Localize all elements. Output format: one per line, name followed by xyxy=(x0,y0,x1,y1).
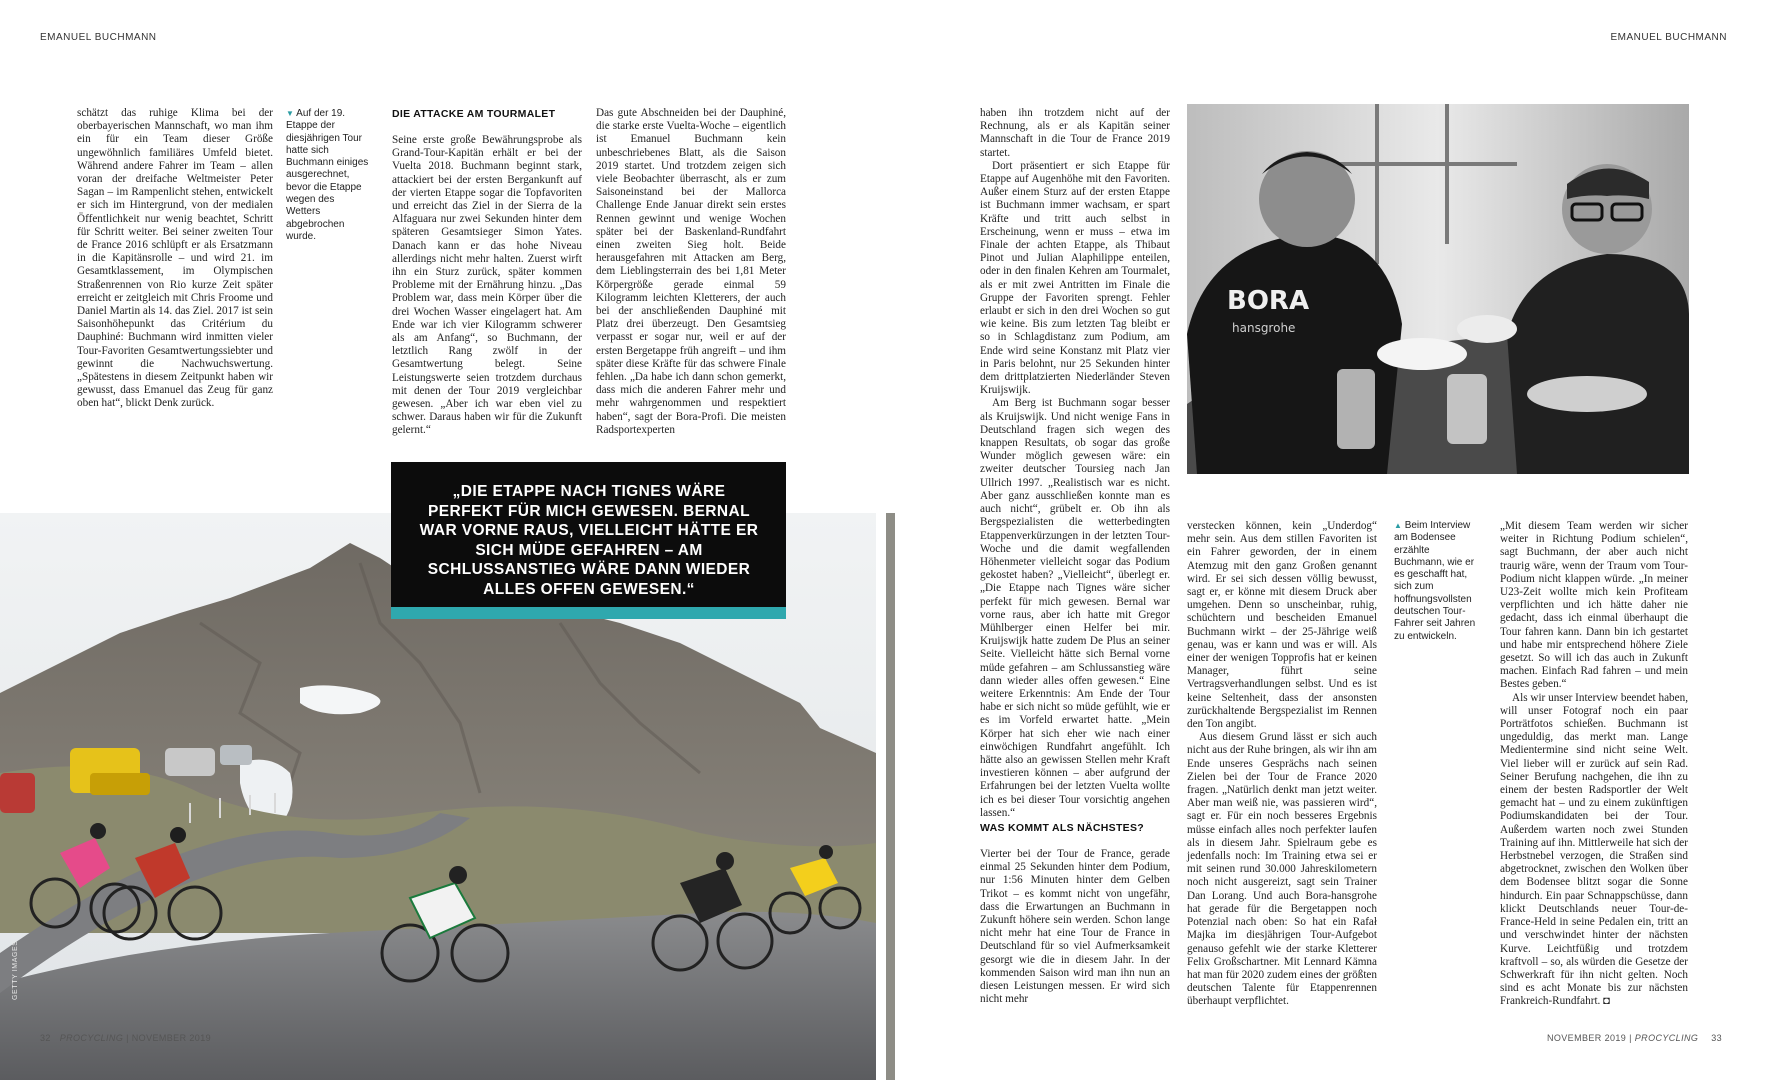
left-col3-paragraph: Seine erste große Bewährungsprobe als Grand-Tour-Kapitän erhält er bei der Vuelta 2018. Buchmann beginnt stark, attackiert bei der ersten Bergankunft auf der vierten Etappe sogar die Topfavoriten und erreicht das Ziel in der Sierra de la Alfaguara nur zwei Sekunden hinter dem späteren Gesamtsieger Simon Yates. Danach kann er das hohe Niveau allerdings nicht mehr halten. Zuerst wirft ihn ein Sturz zurück, später kommen Probleme mit der Ernährung hinzu. „Das Problem war, dass mein Körper über die drei Wochen Wasser eingelagert hat. Am Ende war ich vier Kilogramm schwerer als am Anfang“, so Buchmann, der letztlich Rang zwölf in der Gesamtwertung belegt. Seine Leistungswerte seien trotzdem durchaus mit denen der Tour 2019 vergleichbar gewesen. „Aber ich war eben viel zu schwer. Daraus haben wir für die Zukunft gelernt.“ xyxy=(392,134,582,437)
right-col1b-paragraph: Vierter bei der Tour de France, gerade einmal 25 Sekunden hinter dem Podium, nur 1:56 Minuten hinter dem Gelben Trikot – es kommt nicht von ungefähr, dass die Erwartungen an Buchmann in Zukunft höhere sein werden. Schon lange nicht mehr hat eine Tour de France in Deutschland für so viel Aufmerksamkeit gesorgt wie die in diesem Jahr. In der kommenden Saison wird man ihn nun an diesen Leistungen messen. Er wird sich nicht mehr xyxy=(980,848,1170,1006)
magazine-name-left: PROCYCLING xyxy=(59,1033,124,1043)
gutter xyxy=(876,513,886,1080)
caption-tour-stage xyxy=(286,108,370,243)
left-col4-paragraph: Das gute Abschneiden bei der Dauphiné, die starke erste Vuelta-Woche – eigentlich ist Emanuel Buchmann kein unbeschriebenes Blatt, als die Saison 2019 startet. Und trotzdem zeigen sich viele Beobachter überrascht, als er zum Saisoneinstand bei der Mallorca Challenge Ende Januar direkt sein erstes Rennen gewinnt und wenige Wochen später bei der Baskenland-Rundfahrt einen zweiten Sieg holt. Beide herausgefahren mit Attacken am Berg, dem Lieblingsterrain des bei 1,81 Meter Körpergröße gerade einmal 59 Kilogramm leichten Kletterers, der auch bei der anschließenden Dauphiné mit Platz drei überzeugt. Den Gesamtsieg verpasst er sogar nur, weil er auf der ersten Bergetappe früh angreift – und ihm später diese Kräfte für das schwere Finale fehlen. „Da habe ich dann schon gemerkt, dass mich die anderen Fahrer mehr und mehr wahrgenommen und respektiert haben“, sagt der Bora-Profi. Die meisten Radsportexperten xyxy=(596,107,786,436)
interview-photo xyxy=(1187,104,1689,474)
right-col4 xyxy=(1500,520,1688,1009)
right-folio: NOVEMBER 2019 | PROCYCLING 33 xyxy=(1546,1033,1722,1043)
pull-quote-box xyxy=(391,462,786,607)
jersey-text: BORA xyxy=(1227,286,1310,316)
caption-text: Beim Interview am Bodensee erzählte Buchmann, wie er es geschafft hat, sich zum hoffnungsvollsten deutschen Tour-Fahrer seit Jahren zu entwickeln. xyxy=(1394,520,1476,642)
interview-illustration xyxy=(1187,104,1689,474)
pull-quote-text: „DIE ETAPPE NACH TIGNES WÄRE PERFEKT FÜR MICH GEWESEN. BERNAL WAR VORNE RAUS, VIELLEICHT HÄTTE ER SICH MÜDE GEFAHREN – AM SCHLUSSANSTIEG WÄRE DANN WIEDER ALLES OFFEN GEWESEN.“ xyxy=(419,483,759,598)
left-folio: 32 PROCYCLING | NOVEMBER 2019 xyxy=(40,1033,212,1043)
subhead-naechstes: WAS KOMMT ALS NÄCHSTES? xyxy=(980,822,1145,834)
magazine-name-right: PROCYCLING xyxy=(1634,1033,1699,1043)
page-number-right: 33 xyxy=(1711,1033,1722,1043)
end-mark-icon: ◘ xyxy=(1603,995,1610,1008)
caption-triangle-icon: ▼ xyxy=(286,109,294,118)
left-col1 xyxy=(77,107,273,411)
right-col1-paragraph: Am Berg ist Buchmann sogar besser als Kruijswijk. Und nicht wenige Fans in Deutschland fragen sich wegen des knappen Resultats, ob sogar das große Wunder möglich gewesen wäre: ein zweiter deutscher Toursieg nach Jan Ullrich 1997. „Realistisch war es nicht. Aber ganz ausschließen konnte man es auch nicht“, grübelt er. Ob ihn als Bergspezialisten die wetterbedingten Etappenverkürzungen in der letzten Tour-Woche und die damit wegfallenden Höhenmeter vielleicht sogar das Podium gekostet haben? „Vielleicht“, überlegt er. „Die Etappe nach Tignes wäre sicher perfekt für mich gewesen. Bernal war vorne raus, aber ich hatte mit Gregor Mühlberger einen Helfer bei mir. Kruijswijk hatte zudem De Plus an seiner Seite. Vielleicht hätte sich Bernal vorne müde gefahren – am Schlussanstieg wäre dann wieder alles offen gewesen.“ Eine weitere Erkenntnis: Am Ende der Tour habe er sich nicht so müde gefühlt, wie er es im Vorfeld erwartet hatte. „Mein Körper hat sich eher wie nach einer einwöchigen Rundfahrt angefühlt. Ich hätte also an gewissen Stellen mehr Kraft investieren können – aber aufgrund der Erfahrungen bei der letzten Vuelta wollte ich es bei dieser Tour vorsichtig angehen lassen.“ xyxy=(980,397,1170,819)
left-running-head: EMANUEL BUCHMANN xyxy=(40,32,157,43)
right-col2-paragraph: Aus diesem Grund lässt er sich auch nicht aus der Ruhe bringen, als wir ihn am Ende unseres Gesprächs nach seinen Zielen bei der Tour de France 2020 fragen. „Natürlich denkt man jetzt weiter. Aber man weiß nie, was passieren wird“, sagt er. Für ein noch besseres Ergebnis müsse einfach alles noch perfekter laufen als in diesem Jahr. Spielraum gebe es jedenfalls noch: Im Training etwa sei er mit seinen rund 30.000 Jahreskilometern noch nicht ausgereizt, sagt sein Trainer Dan Lorang. Und auch Bora-hansgrohe hat gerade für die Bergetappen noch Potenzial nach oben: So hat ein Rafał Majka im diesjährigen Tour-Aufgebot genauso gefehlt wie der starke Kletterer Felix Großschartner. Mit Lennard Kämna hat man für 2020 zudem eines der größten deutschen Talente für Etappenrennen überhaupt verpflichtet. xyxy=(1187,731,1377,1008)
right-col2 xyxy=(1187,520,1377,1009)
right-col4-paragraph: Als wir unser Interview beendet haben, will unser Fotograf noch ein paar Porträtfotos schießen. Buchmann ist ungeduldig, das merkt man. Lange Medientermine sind nicht seine Welt. Viel lieber will er zurück auf sein Rad. Seiner Berufung nachgehen, die ihn zu einem der besten Radsportler der Welt gemacht hat – und zu einem zukünftigen Podiumskandidaten bei der Tour. Außerdem warten noch zwei Stunden Training auf ihn. Mittlerweile hat sich der Herbstnebel verzogen, die Straßen sind abgetrocknet, zwischen den Wolken über dem Bodensee blitzt sogar die Sonne hindurch. Ein paar Schnappschüsse, dann klickt Deutschlands neuer Tour-de-France-Held in seine Pedalen ein, tritt an und verschwindet hinter der nächsten Kurve. Leichtfüßig und trotzdem kraftvoll – so, als würden die Gesetze der Schwerkraft für ihn nicht gelten. Noch sind es acht Monate bis zur nächsten Frankreich-Rundfahrt. ◘ xyxy=(1500,691,1688,1008)
left-col4 xyxy=(596,107,786,437)
issue-date-right: NOVEMBER 2019 xyxy=(1546,1033,1627,1043)
subhead-attacke: DIE ATTACKE AM TOURMALET xyxy=(392,108,556,120)
pull-quote-accent-bar xyxy=(391,607,786,619)
right-col1b xyxy=(980,848,1170,1006)
issue-date-left: NOVEMBER 2019 xyxy=(131,1033,212,1043)
right-col1-paragraph: haben ihn trotzdem nicht auf der Rechnung, als er als Kapitän seiner Mannschaft in die Tour de France 2019 startet. xyxy=(980,107,1170,159)
right-col1-paragraph: Dort präsentiert er sich Etappe für Etappe auf Augenhöhe mit den Favoriten. Außer einem Sturz auf der ersten Etappe ist Buchmann immer wachsam, er spart Kräfte und tritt auch selbst in Erscheinung, wenn er muss – etwa im Finale der achten Etappe, als Thibaut Pinot und Julian Alaphilippe enteilen, oder in den finalen Kehren am Tourmalet, als er mit zwei Antritten im Finale die Gruppe der Favoriten sprengt. Fehler erlaubt er sich in den drei Wochen so gut wie keine. Bis zum letzten Tag bleibt er so in Schlagdistanz zum Podium, am Ende wird seine Konstanz mit Platz vier in Paris belohnt, nur 25 Sekunden hinter dem drittplatzierten Niederländer Steven Kruijswijk. xyxy=(980,159,1170,397)
page-number-left: 32 xyxy=(40,1033,51,1043)
left-col1-paragraph: schätzt das ruhige Klima bei der oberbayerischen Mannschaft, wo man ihm ein für ein Team dieser Größe ungewöhnlich familiäres Umfeld bietet. Während andere Fahrer im Team – allen voran der dreifache Weltmeister Peter Sagan – im Rampenlicht stehen, entwickelt er sich im Hintergrund, von der medialen Öffentlichkeit nur wenig beachtet, Schritt für Schritt weiter. Bei seiner zweiten Tour de France 2016 schlüpft er als Ersatzmann in die Kapitänsrolle – und wird 21. im Gesamtklassement, im Olympischen Straßenrennen von Rio kurze Zeit später erreicht er zeitgleich mit Chris Froome und Daniel Martin als 14. das Ziel. 2017 ist sein Saisonhöhepunkt das Critérium du Dauphiné: Buchmann wird inmitten vieler Tour-Favoriten Gesamtwertungssiebter und gewinnt die Nachwuchswertung. „Spätestens in diesem Zeitpunkt haben wir gewusst, dass Emanuel das Zeug für ganz oben hat“, blickt Denk zurück. xyxy=(77,107,273,410)
photo-bleed-right xyxy=(886,513,895,1080)
right-running-head: EMANUEL BUCHMANN xyxy=(1610,32,1727,43)
left-col3 xyxy=(392,134,582,438)
caption-interview xyxy=(1394,520,1480,643)
svg-text:hansgrohe: hansgrohe xyxy=(1232,321,1296,335)
photo-credit: GETTY IMAGES xyxy=(12,940,19,1000)
caption-triangle-icon: ▲ xyxy=(1394,521,1402,530)
right-col2-paragraph: verstecken können, kein „Underdog“ mehr sein. Aus dem stillen Favoriten ist ein Fahrer geworden, der in einem Atemzug mit den ganz Großen genannt wird. Er sei sich dessen völlig bewusst, sagt er, er könne mit diesem Druck aber umgehen. Denn so unscheinbar, ruhig, schüchtern und bescheiden Emanuel Buchmann wirkt – der 25-Jährige weiß genau, was er kann und was er will. Als einer der wenigen Topprofis hat er keinen Manager, führt seine Vertragsverhandlungen selbst. Und es ist keine Seltenheit, dass der ansonsten zurückhaltende Bergspezialist im Rennen den Ton angibt. xyxy=(1187,520,1377,731)
right-col4-paragraph: „Mit diesem Team werden wir sicher weiter in Richtung Podium schielen“, sagt Buchmann, der aber auch nicht traurig wäre, wenn der Traum vom Tour-Podium nicht klappen würde. „In meiner U23-Zeit wollte mich kein Profiteam verpflichten und ich hätte daher nie gedacht, dass ich einmal überhaupt die Tour fahren kann. Dann bin ich gestartet und habe mir entsprechend höhere Ziele gesetzt. So will ich das auch in Zukunft machen. Einfach Rad fahren – und mein Bestes geben.“ xyxy=(1500,520,1688,691)
right-col1 xyxy=(980,107,1170,820)
caption-text: Auf der 19. Etappe der diesjährigen Tour hatte sich Buchmann einiges ausgerechnet, bevor die Etappe wegen des Wetters abgebrochen wurde. xyxy=(286,108,369,242)
